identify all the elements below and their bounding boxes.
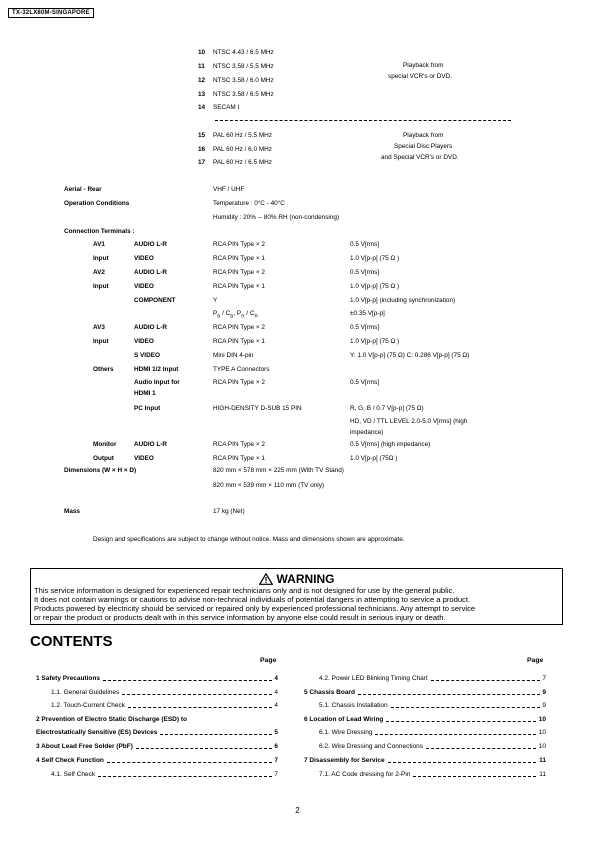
system-number: 13	[198, 91, 206, 98]
terminal-type: $P_B / C_B$, $P_R / C_R$	[213, 310, 258, 319]
warning-line-2: It does not contain warnings or cautions to advise non-technical individuals of potential dangers in attempting to service a product.	[34, 595, 471, 604]
terminal-signal: Audio Input for	[134, 379, 180, 386]
warning-title: WARNING	[276, 571, 335, 586]
warning-box	[30, 568, 563, 625]
toc-leader	[413, 776, 536, 777]
terminal-type: Y	[213, 297, 218, 304]
toc-leader	[431, 680, 540, 681]
warning-heading	[31, 571, 562, 586]
terminal-signal: HDMI 1/2 Input	[134, 366, 179, 373]
toc-entry-page: 10	[538, 716, 546, 723]
terminal-type: RCA PIN Type × 2	[213, 241, 265, 248]
toc-entry-page: 11	[539, 771, 546, 778]
system-label: SECAM I	[213, 104, 240, 111]
toc-entry-page: 4	[274, 702, 278, 709]
system-label: NTSC 4.43 / 6.5 MHz	[213, 49, 274, 56]
terminal-value: Y: 1.0 V[p-p] (75 Ω) C: 0.286 V[p-p] (75 Ω)	[350, 352, 470, 359]
page-header-right: Page	[527, 657, 544, 664]
toc-entry-text: 5 Chassis Board	[304, 689, 355, 696]
terminal-type: RCA PIN Type × 2	[213, 441, 265, 448]
toc-leader	[160, 734, 272, 735]
toc-entry-page: 7	[274, 771, 278, 778]
toc-entry-page: 6	[274, 743, 278, 750]
toc-entry-text: 7 Disassembly for Service	[304, 757, 385, 764]
terminal-group: AV2	[93, 269, 105, 276]
toc-leader	[98, 776, 272, 777]
terminal-group: AV3	[93, 324, 105, 331]
system-number: 10	[198, 49, 206, 56]
separator-line	[215, 120, 511, 121]
toc-leader	[107, 762, 272, 763]
toc-leader	[375, 734, 536, 735]
terminal-value: 1.0 V[p-p] (75 Ω )	[350, 283, 400, 290]
toc-leader	[358, 694, 540, 695]
operation-label: Operation Conditions	[64, 200, 130, 207]
terminal-type: RCA PIN Type × 2	[213, 324, 265, 331]
warning-triangle-icon	[259, 573, 273, 585]
toc-entry-page: 10	[538, 743, 546, 750]
terminal-value: 1.0 V[p-p] (including synchronization)	[350, 297, 456, 304]
dimensions-label: Dimensions (W × H × D)	[64, 467, 137, 474]
terminal-type: TYPE A Connectors	[213, 366, 270, 373]
toc-leader	[388, 762, 536, 763]
toc-entry-text: 1.2. Touch-Current Check	[51, 702, 125, 709]
system-number: 16	[198, 146, 206, 153]
toc-leader	[136, 748, 272, 749]
terminal-type: RCA PIN Type × 2	[213, 269, 265, 276]
toc-entry-text: 1.1. General Guidelines	[51, 689, 120, 696]
terminal-group: Monitor	[93, 441, 117, 448]
terminal-signal: AUDIO L-R	[134, 441, 168, 448]
system-label: NTSC 3.58 / 6.5 MHz	[213, 91, 274, 98]
terminal-type: Mini DIN 4-pin	[213, 352, 254, 359]
terminal-value: 1.0 V[p-p] (75Ω )	[350, 455, 398, 462]
terminal-type: RCA PIN Type × 1	[213, 255, 265, 262]
terminal-value: 0.5 V[rms]	[350, 324, 380, 331]
aerial-label: Aerial - Rear	[64, 186, 102, 193]
terminal-group: Others	[93, 366, 114, 373]
terminal-value: 1.0 V[p-p] (75 Ω )	[350, 338, 400, 345]
playback-note-2-line2: Special Disc Players	[394, 143, 453, 150]
terminal-value: ±0.35 V[p-p]	[350, 310, 385, 317]
page-number: 2	[295, 806, 300, 815]
toc-entry-page: 10	[538, 729, 546, 736]
terminal-group: Input	[93, 255, 109, 262]
toc-leader	[386, 721, 536, 722]
system-number: 11	[198, 63, 205, 70]
terminal-value: 0.5 V[rms]	[350, 241, 380, 248]
mass-label: Mass	[64, 508, 80, 515]
system-label: PAL 60 Hz / 5.5 MHz	[213, 132, 272, 139]
disclaimer: Design and specifications are subject to change without notice. Mass and dimensions shown are approximate.	[93, 536, 405, 543]
system-label: PAL 60 Hz / 6.0 MHz	[213, 146, 272, 153]
page-header-left: Page	[260, 657, 277, 664]
terminal-value: impedance)	[350, 429, 384, 436]
terminal-signal: AUDIO L-R	[134, 269, 168, 276]
dimensions-tv-only: 820 mm × 539 mm × 110 mm (TV only)	[213, 482, 325, 489]
toc-entry-page: 7	[542, 675, 546, 682]
terminal-type: RCA PIN Type × 1	[213, 283, 265, 290]
terminal-value: 0.5 V[rms]	[350, 379, 380, 386]
toc-entry-page: 9	[542, 702, 546, 709]
terminal-type: HIGH-DENSITY D-SUB 15 PIN	[213, 405, 302, 412]
terminal-signal: VIDEO	[134, 455, 154, 462]
system-number: 15	[198, 132, 206, 139]
toc-entry-page: 4	[274, 675, 278, 682]
model-tag: TX-32LX80M-SINGAPORE	[8, 8, 94, 18]
terminal-value: R, G, B / 0.7 V[p-p] (75 Ω)	[350, 405, 424, 412]
toc-entry-text: 4.2. Power LED Blinking Timing Chart	[319, 675, 428, 682]
terminal-signal: PC Input	[134, 405, 161, 412]
system-number: 14	[198, 104, 206, 111]
toc-entry-text: 1 Safety Precautions	[36, 675, 100, 682]
toc-entry-text: 6.1. Wire Dressing	[319, 729, 373, 736]
toc-entry-page: 5	[274, 729, 278, 736]
toc-entry-page: 9	[542, 689, 546, 696]
terminal-signal: S VIDEO	[134, 352, 160, 359]
playback-note-2-line1: Playback from	[403, 132, 444, 139]
system-label: NTSC 3.58 / 5.5 MHz	[213, 63, 274, 70]
toc-entry-text: 4.1. Self Check	[51, 771, 96, 778]
toc-entry-text: 6.2. Wire Dressing and Connections	[319, 743, 424, 750]
system-number: 12	[198, 77, 206, 84]
aerial-value: VHF / UHF	[213, 186, 245, 193]
toc-leader	[122, 694, 272, 695]
toc-leader	[391, 707, 540, 708]
contents-title: CONTENTS	[30, 633, 113, 650]
toc-entry-text: 6 Location of Lead Wiring	[304, 716, 384, 723]
operation-temp: Temperature : 0°C - 40°C	[213, 200, 285, 207]
toc-leader	[103, 680, 272, 681]
terminal-type: RCA PIN Type × 1	[213, 455, 265, 462]
terminal-signal: AUDIO L-R	[134, 324, 168, 331]
dimensions-with-stand: 820 mm × 578 mm × 225 mm (With TV Stand)	[213, 467, 344, 474]
terminal-signal: VIDEO	[134, 338, 154, 345]
terminal-value: HD, VD / TTL LEVEL 2.0-5.0 V[rms] (high	[350, 418, 468, 425]
toc-entry-text: 7.1. AC Code dressing for 2-Pin	[319, 771, 411, 778]
warning-line-1: This service information is designed for experienced repair technicians only and is not designed for use by the general public.	[34, 586, 455, 595]
terminal-signal: COMPONENT	[134, 297, 176, 304]
terminal-signal: AUDIO L-R	[134, 241, 168, 248]
operation-humidity: Humidity : 20% -- 80% RH (non-condensing)	[213, 214, 340, 221]
playback-note-1-line2: special VCR's or DVD.	[388, 73, 453, 80]
system-label: NTSC 3.58 / 6.0 MHz	[213, 77, 274, 84]
warning-line-3: Products powered by electricity should be serviced or repaired only by experienced professional technicians. Any attempt to service	[34, 604, 476, 613]
toc-entry-text: 3 About Lead Free Solder (PbF)	[36, 743, 133, 750]
connection-terminals-label: Connection Terminals :	[64, 228, 135, 235]
terminal-group: AV1	[93, 241, 105, 248]
toc-entry-text: 2 Prevention of Electro Static Discharge (ESD) to	[36, 716, 187, 723]
toc-entry-text: 5.1. Chassis Installation	[319, 702, 388, 709]
terminal-value: 1.0 V[p-p] (75 Ω )	[350, 255, 400, 262]
toc-entry-page: 7	[274, 757, 278, 764]
system-number: 17	[198, 159, 206, 166]
terminal-group: Input	[93, 283, 109, 290]
toc-entry-page: 4	[274, 689, 278, 696]
playback-note-2-line3: and Special VCR's or DVD.	[381, 154, 459, 161]
terminal-group: Input	[93, 338, 109, 345]
terminal-signal: HDMI 1	[134, 390, 156, 397]
mass-value: 17 kg (Net)	[213, 508, 245, 515]
terminal-group: Output	[93, 455, 114, 462]
terminal-value: 0.5 V[rms] (high impedance)	[350, 441, 431, 448]
system-label: PAL 60 Hz / 6.5 MHz	[213, 159, 272, 166]
toc-entry-page: 11	[539, 757, 546, 764]
playback-note-1-line1: Playback from	[403, 62, 444, 69]
terminal-signal: VIDEO	[134, 283, 154, 290]
warning-line-4: or repair the product or products dealt with in this service information by anyone else could result in serious injury or death.	[34, 613, 446, 622]
terminal-value: 0.5 V[rms]	[350, 269, 380, 276]
toc-leader	[128, 707, 272, 708]
toc-leader	[426, 748, 536, 749]
toc-entry-text: 4 Self Check Function	[36, 757, 104, 764]
terminal-type: RCA PIN Type × 1	[213, 338, 265, 345]
terminal-signal: VIDEO	[134, 255, 154, 262]
toc-entry-text: Electrostatically Sensitive (ES) Devices	[36, 729, 158, 736]
terminal-type: RCA PIN Type × 2	[213, 379, 265, 386]
